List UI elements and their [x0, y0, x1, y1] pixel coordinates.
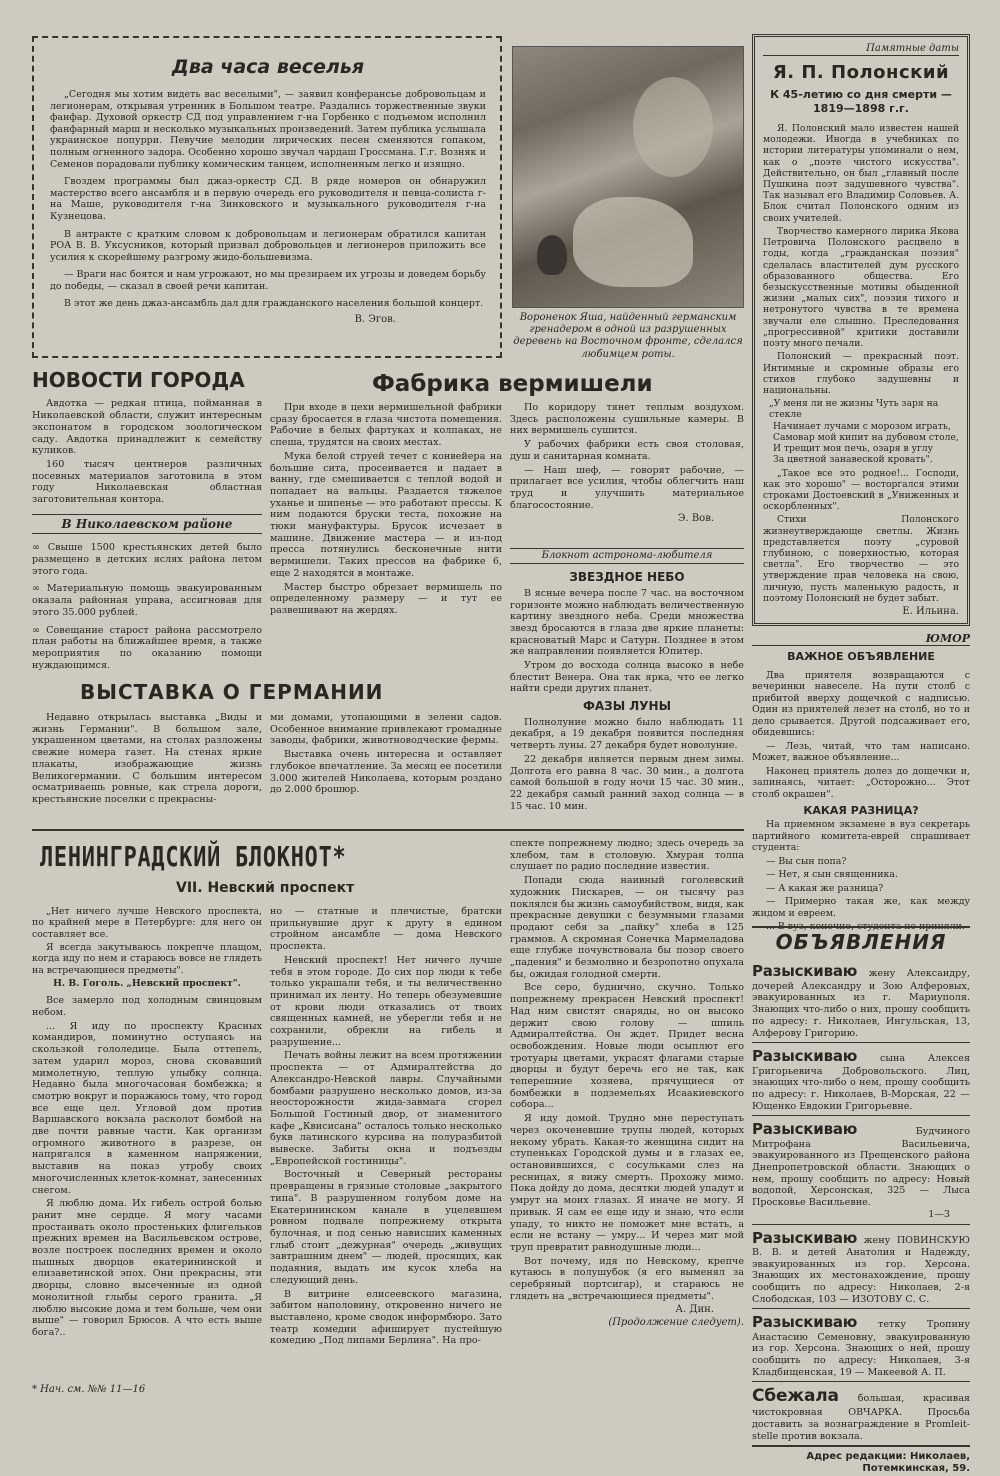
photo-frame: [512, 46, 744, 308]
section-divider: [752, 926, 970, 928]
section-kicker: ЮМОР: [752, 632, 970, 646]
article-subtitle: VII. Невский проспект: [176, 880, 355, 896]
fabrika-col1: [270, 402, 502, 619]
article-paragraph: но — статные и плечистые, братски прильнувшие друг к другу в едином стройном ансамбле — дома Невского проспекта.: [270, 906, 502, 953]
article-paragraph: Я иду домой. Трудно мне переступать через окоченевшие трупы людей, которых некому убрать. Какая-то женщина сидит на ступеньках Городской думы и в глазах ее, остановившихся, с сосульками слез на ресницах, я вижу смерть. Прохожу мимо. Пока дойду до дома, десятки людей упадут и умрут на моих глазах. Я иначе не могу. Я привык. Я сам ее еще иду и знаю, что если упаду, то никто не поможет мне встать, а если не встану — умру... И через миг мой труп превратит равнодушные люди...: [510, 1113, 744, 1253]
article-paragraph: спекте попрежнему людно; здесь очередь за хлебом, там в столовую. Хмурая толпа слушает по радио последние известия.: [510, 838, 744, 873]
humor-column: [752, 632, 970, 935]
ad-text: Будчиного Митрофана Васильевича, эвакуированного из Прещенского района Днепропетровской области. Знающих о нем, прошу сообщить по адресу: Новый водопой, Херсонская, 325 — Лыса Просковье Васильевне.: [752, 1126, 970, 1209]
news-item: Авдотка — редкая птица, пойманная в Николаевской области, служит интересным экспонатом в городском зоологическом саду. Авдотка принадлежит к семейству куликов.: [32, 398, 262, 457]
ad-keyword: Разыскиваю: [752, 1047, 858, 1066]
article-paragraph: Мастер быстро обрезает вермишель по определенному размеру — и тут ее развешивают на жердях.: [270, 581, 502, 616]
leningrad-col2: [270, 906, 502, 1349]
ad-text: жену ПОВИНСКУЮ В. В. и детей Анатолия и Надежду, эвакуированных из гор. Херсона. Знающих их местонахождение, прошу сообщить по адресу: Николаев, 2-я Слободская, 103 — ИЗОТОВУ С. С.: [752, 1234, 970, 1305]
article-paragraph: Недавно открылась выставка „Виды и жизнь Германии". В большом зале, украшенном цветами, на столах разложены свежие номера газет. На стенах яркие плакаты, изображающие жизнь Великогермании. С большим интересом осматриваешь ровные, как стрела дороги, крестьянские поселки с прекрасны-: [32, 712, 262, 805]
footnote: * Нач. см. №№ 11—16: [32, 1384, 146, 1395]
classified-ad: [752, 1229, 970, 1310]
article-paragraph: По коридору тянет теплым воздухом. Здесь расположены сушильные камеры. В них вермишель сушится.: [510, 402, 744, 437]
subsection-title: В Николаевском районе: [32, 514, 262, 535]
article-signature: Э. Вов.: [677, 513, 714, 525]
vystavka-col2: [270, 712, 502, 798]
article-paragraph: 22 декабря является первым днем зимы. Долгота его равна 8 час. 30 мин., а долгота самой большой в году ночи 15 час. 30 мин., 22 декабря самый ранний заход солнца — в 15 час. 10 мин.: [510, 753, 744, 812]
article-signature: В. Эгов.: [354, 314, 396, 325]
ads-column: [752, 930, 970, 1476]
article-paragraph: Мука белой струей течет с конвейера на большие сита, просеивается и падает в ванну, где смешивается с теплой водой и попадает на вальцы. Раздается тяжелое уханье и шипенье — это работают прессы. К ним подаются бруски теста, похожие на тюки мануфактуры. Брусок исчезает в машине. Движение мастера — и из-под пресса потянулись бесконечные нити вермишели. Таких прессов на фабрике 6, еще 2 находятся в монтаже.: [270, 450, 502, 579]
leningrad-col3: [510, 838, 744, 1329]
article-paragraph: — А какая же разница?: [766, 882, 884, 894]
article-paragraph: Вот почему, идя по Невскому, крепче кутаюсь в полушубок (я его выменял за серебряный портсигар), и стараюсь не глядеть на „встречающиеся предметы".: [510, 1255, 744, 1302]
article-paragraph: Я люблю дома. Их гибель острой болью ранит мне сердце. Я могу часами простаивать около простеньких флигельков прежних времен на Васильевском острове, возле построек последних времен и около пышных дворцов екатерининской и елизаветинской эпох. Они прекрасны, эти дворцы, словно высеченные из одной монолитной глыбы серого гранита. „Я люблю высокие дома и тем больше, чем они выше" — говорил Брюсов. А что есть выше бога?..: [32, 1198, 262, 1338]
article-paragraph: В витрине елисеевского магазина, забитом наполовину, откровенно ничего не выставлено, кроме сводок информбюро. Зато театр комедии афиширует пустейшую комедию „Под липами Берлина". На про-: [270, 1288, 502, 1347]
article-title: ЗВЕЗДНОЕ НЕБО: [569, 570, 685, 585]
ad-keyword: Разыскиваю: [752, 1228, 858, 1247]
article-title-leningrad: ЛЕНИНГРАДСКИЙ БЛОКНОТ*: [40, 840, 347, 873]
editorial-address: Адрес редакции: Николаев, Потемкинская, 59.: [806, 1451, 970, 1475]
article-paragraph: — Враги нас боятся и нам угрожают, но мы презираем их угрозы и доведем борьбу до победы, — сказал в своей речи капитан.: [50, 269, 487, 292]
article-paragraph: Полонский — прекрасный поэт. Интимные и скромные образы его стихов глубоко задушевны и национальны.: [763, 351, 959, 396]
article-title: Я. П. Полонский: [772, 62, 950, 84]
astronomy-column: [510, 548, 744, 814]
article-paragraph: Восточный и Северный рестораны превращены в грязные столовые „закрытого типа". В разрушенном голубом доме на Екатерининском канале в уцелевшем ровном подвале попрежнему открыта булочная, и под сенью нависших каменных глыб стоит „дежурная" очередь „живущих завтрашним днем" — людей, просящих, как подаяния, выдать им кусок хлеба на следующий день.: [270, 1169, 502, 1286]
article-paragraph: ... Я иду по проспекту Красных командиров, поминутно оступаясь на скользкой гололедице. Была оттепель, затем ударил мороз, снова сковавший мимолетную, теплую улыбку солнца. Недавно была многочасовая бомбежка; я смотрю вокруг и поражаюсь тому, что город все еще цел. Угловой дом против Варшавского вокзала расколот бомбой на две почти равные части. Как организм огромного животного в разрезе, он напрягался в каменном напряжении, выставив на показ утробу своих многочисленных клеток-комнат, занесенных снегом.: [32, 1020, 262, 1196]
face-shape: [633, 77, 713, 177]
article-subtitle: К 45-летию со дня смерти — 1819—1898 г.г.: [770, 88, 952, 115]
crow-icon: [537, 235, 567, 275]
epigraph: Я всегда закутываюсь покрепче плащом, когда иду по нем и стараюсь вовсе не глядеть на встречающиеся предметы".: [32, 941, 262, 976]
article-paragraph: — Вы сын попа?: [766, 855, 847, 867]
news-item: ∞ Материальную помощь эвакуированным оказала районная управа, ассигновав для этого 35.000 рублей.: [32, 583, 262, 618]
ad-text: жену Александру, дочерей Александру и Зою Алферовых, эвакуированных из г. Мариуполя. Знающих что-либо о них, прошу сообщить по адресу: г. Николаев, Ингульская, 13, Алферову Григорию.: [752, 968, 970, 1039]
article-paragraph: „Сегодня мы хотим видеть вас веселыми", — заявил конферансье добровольцам и легионерам, открывая утренник в Большом театре. Раздались торжественные звуки фанфар. Духовой оркестр СД под управлением г-на Горбенко с подъемом исполнил фанфарный марш и несколько музыкальных произведений. Затем публика услышала украинское попурри. Певучие мелодии лирических песен сменяются гопаком, полным огненного задора. Особенно хорошо звучал чардаш Гроссмана. Г.г. Возняк и Семенов порадовали публику комическим танцем, исполненным легко и изящно.: [50, 89, 486, 170]
leningrad-col1: [32, 906, 262, 1341]
poem-line: Начинает лучами с морозом играть,: [773, 420, 951, 432]
ad-text: тетку Тропину Анастасию Семеновну, эвакуированную из гор. Херсона. Знающих о ней, прошу сообщить по адресу: Николаев, 3-я Кладбищенская, 19 — Макеевой А. П.: [752, 1319, 970, 1378]
article-paragraph: — Нет, я сын священника.: [766, 869, 898, 881]
classified-ad: [752, 1386, 970, 1447]
article-paragraph: — Наш шеф, — говорят рабочие, — прилагает все усилия, чтобы облегчить наш труд и улучшить материальное благосостояние.: [510, 464, 744, 511]
article-box-polonsky: [752, 34, 970, 626]
news-column: [32, 368, 262, 673]
article-paragraph: Выставка очень интересна и оставляет глубокое впечатление. За месяц ее посетили 3.000 жителей Николаева, которым роздано до 2.000 брошюр.: [270, 749, 502, 796]
ad-number: 1—3: [928, 1208, 950, 1220]
soldier-with-crow-photo: [513, 47, 743, 307]
article-title: КАКАЯ РАЗНИЦА?: [803, 803, 919, 817]
article-subtitle: ФАЗЫ ЛУНЫ: [582, 699, 672, 714]
article-paragraph: — Примерно такая же, как между жидом и евреем.: [752, 896, 970, 919]
section-kicker: Блокнот астронома-любителя: [510, 548, 744, 564]
article-paragraph: Два приятеля возвращаются с вечеринки навеселе. На пути столб с прибитой вверху дощечкой с надписью. Один из приятелей лезет на столб, но то и дело срывается. Другой подсаживает его, обидевшись:: [752, 669, 970, 739]
article-box-dva-chasa: [32, 36, 502, 358]
section-title: НОВОСТИ ГОРОДА: [32, 368, 245, 392]
news-item: ∞ Совещание старост района рассмотрело план работы на ближайшее время, а также мероприятия по оказанию помощи нуждающимся.: [32, 624, 262, 671]
article-paragraph: Гвоздем программы был джаз-оркестр СД. В ряде номеров он обнаружил мастерство всего ансамбля и в первую очередь его руководителя и певца-солиста г-на Маше, руководителя г-на Зинковского и музыкального руководителя г-на Кузнецова.: [50, 176, 486, 222]
epigraph: „Нет ничего лучше Невского проспекта, по крайней мере в Петербурге: для него он составляет все.: [32, 906, 262, 940]
news-item: ∞ Свыше 1500 крестьянских детей было размещено в детских яслях района летом этого года.: [32, 542, 262, 577]
classified-ad: [752, 1047, 970, 1116]
article-paragraph: Творчество камерного лирика Якова Петровича Полонского расцвело в годы, когда „гражданская поэзия" сделалась властителей дум русского образованного общества. Его безыскусственные мотивы обыденной жизни „малых сих", поэзия тихого и нетронутого чувства в те времена звучали еле слышно. Преследования „прогрессивной" критики доставили поэту много печали.: [763, 225, 959, 350]
article-title-vystavka: ВЫСТАВКА О ГЕРМАНИИ: [80, 680, 384, 704]
photo-caption: Вороненок Яша, найденный германским гренадером в одной из разрушенных деревень на Восточном фронте, сделался любимцем роты.: [513, 312, 743, 360]
ad-keyword: Сбежала: [752, 1386, 839, 1407]
article-paragraph: Все замерло под холодным свинцовым небом.: [32, 995, 262, 1018]
classified-ad: [752, 1120, 970, 1224]
poem-line: Самовар мой кипит на дубовом столе,: [773, 431, 959, 443]
article-paragraph: Стихи Полонского жизнеутверждающе светлы. Жизнь представляется поэту „суровой глубиною, с поверхностью, которая светла". Его творчество — это утверждение прав человека на свою, личную, пусть маленькую радость, и поэтому Полонский не будет забыт.: [763, 514, 959, 604]
hand-shape: [573, 197, 693, 287]
continuation-note: (Продолжение следует).: [608, 1316, 744, 1328]
vystavka-col1: [32, 712, 262, 808]
ad-keyword: Разыскиваю: [752, 1313, 858, 1332]
news-item: 160 тысяч центнеров различных посевных материалов заготовила в этом году Николаевская областная заготовительная контора.: [32, 458, 262, 506]
article-paragraph: На приемном экзамене в вуз секретарь партийного комитета-еврей спрашивает студента:: [752, 819, 970, 854]
article-paragraph: В антракте с кратким словом к добровольцам и легионерам обратился капитан РОА В. В. Уксусников, который призвал добровольцев и легионеров приложить все усилия к скорейшему разгрому жидо-большевизма.: [50, 228, 486, 263]
epigraph-source: Н. В. Гоголь. „Невский проспект".: [53, 977, 241, 989]
section-title: ОБЪЯВЛЕНИЯ: [775, 930, 947, 954]
article-paragraph: Невский проспект! Нет ничего лучше тебя в этом городе. До сих пор люди к тебе только украшали тебя, и ты величественно принимал их ленту. Но теперь обезумевшие от крови люди отказались от твоих священных камней, не уберегли тебя и не сохранили, обрекли на гибель и разрушение...: [270, 954, 502, 1048]
article-paragraph: Все серо, буднично, скучно. Только попрежнему прекрасен Невский проспект! Над ним свистят снаряды, но он высоко держит свою голову — шпиль Адмиралтейства. Он ждет. Придет весна освобождения. Новые люди осыплют его тротуары цветами, украсят флагами старые дворцы и будут беречь его не так, как теперешние хозяева, прячущиеся от бомбежки в подземельях Исаакиевского собора...: [510, 982, 744, 1111]
article-paragraph: Я. Полонский мало известен нашей молодежи. Иногда в учебниках по истории литературы упоминали о нем, как о „поэте чистого искусства". Действительно, он был „главный после Пушкина поэт задушевного чувства". Так называл его Владимир Соловьев. А. Блок считал Полонского одним из своих учителей.: [763, 122, 959, 224]
article-paragraph: — Лезь, читай, что там написано. Может, важное объявление...: [752, 740, 970, 764]
article-title: Два часа веселья: [171, 56, 365, 78]
ad-keyword: Разыскиваю: [752, 1120, 858, 1139]
classified-ad: [752, 962, 970, 1043]
article-signature: А. Дин.: [675, 1304, 714, 1316]
article-paragraph: Утром до восхода солнца высоко в небе блестит Венера. Она так ярка, что ее легко найти среди других планет.: [510, 660, 744, 695]
article-paragraph: „Такое все это родное!... Господи, как это хорошо" — восторгался этими строками Достоевский в „Униженных и оскорбленных".: [763, 467, 959, 513]
article-paragraph: Попади сюда наивный гоголевский художник Пискарев, — он тысячу раз поклялся бы жизнь самоубийством, видя, как прекрасные девушки с безумными глазами продают себя за „пайку" хлеба в 125 граммов. А скромная Сонечка Мармеладова еще глубже почувствовала бы позор своего „падения" и безмолвно и безропотно опухала бы, ожидая голодной смерти.: [510, 875, 744, 980]
ad-text: большая, красивая чистокровная ОВЧАРКА. Просьба доставить за вознаграждение в Promleit-stelle против вокзала.: [752, 1393, 970, 1442]
section-divider: [32, 829, 744, 831]
ad-keyword: Разыскиваю: [752, 962, 858, 981]
article-paragraph: ми домами, утопающими в зелени садов. Особенное внимание привлекают громадные заводы, фабрики, животноводческие фермы.: [270, 712, 502, 747]
poem-line: И трещит моя печь, озаря в углу: [773, 443, 934, 455]
section-kicker: Памятные даты: [763, 43, 959, 56]
article-paragraph: При входе в цехи вермишельной фабрики сразу бросается в глаза чистота помещения. Рабочие в белых фартуках и колпаках, не спеша, трудятся на своих местах.: [270, 402, 502, 449]
article-signature: Е. Ильина.: [902, 606, 959, 618]
article-paragraph: В этот же день джаз-ансамбль дал для гражданского населения большой концерт.: [64, 298, 484, 310]
article-paragraph: Полнолуние можно было наблюдать 11 декабря, а 19 декабря появится последняя четверть луны. 27 декабря будет новолуние.: [510, 716, 744, 752]
article-paragraph: У рабочих фабрики есть своя столовая, душ и санитарная комната.: [510, 439, 744, 462]
poem-line: „У меня ли не жизны Чуть заря на стекле: [769, 398, 939, 421]
article-title-fabrika: Фабрика вермишели: [372, 371, 653, 397]
article-title: ВАЖНОЕ ОБЪЯВЛЕНИЕ: [787, 650, 935, 664]
article-paragraph: Наконец приятель долез до дощечки и, запинаясь, читает: „Осторожно... Этот столб окрашен".: [752, 765, 970, 800]
poem-line: За цветной занавеской кровать".: [773, 454, 933, 466]
classified-ad: [752, 1313, 970, 1382]
article-paragraph: В ясные вечера после 7 час. на восточном горизонте можно наблюдать величественную картину звездного неба. Среди множества звезд бросаются в глаза две яркие планеты: красноватый Марс и Сатурн. Позднее в этом же направлении появляется Юпитер.: [510, 587, 744, 658]
ad-text: сына Алексея Григорьевича Добровольского. Лиц, знающих что-либо о нем, прошу сообщить по адресу: г. Николаев, В-Морская, 22 — Ющенко Евдокии Григорьевне.: [752, 1053, 970, 1112]
fabrika-col2: [510, 402, 744, 526]
article-paragraph: Печать войны лежит на всем протяжении проспекта — от Адмиралтейства до Александро-Невской лавры. Случайными бомбами разрушено несколько домов, из-за неосторожности жида-завмага сгорел Большой Гостиный двор, от знаменитого кафе „Квисисана" осталось только несколько букв латинского курсива на полуразбитой вывеске. Забиты окна и подъезды „Европейской гостиницы".: [270, 1050, 502, 1167]
